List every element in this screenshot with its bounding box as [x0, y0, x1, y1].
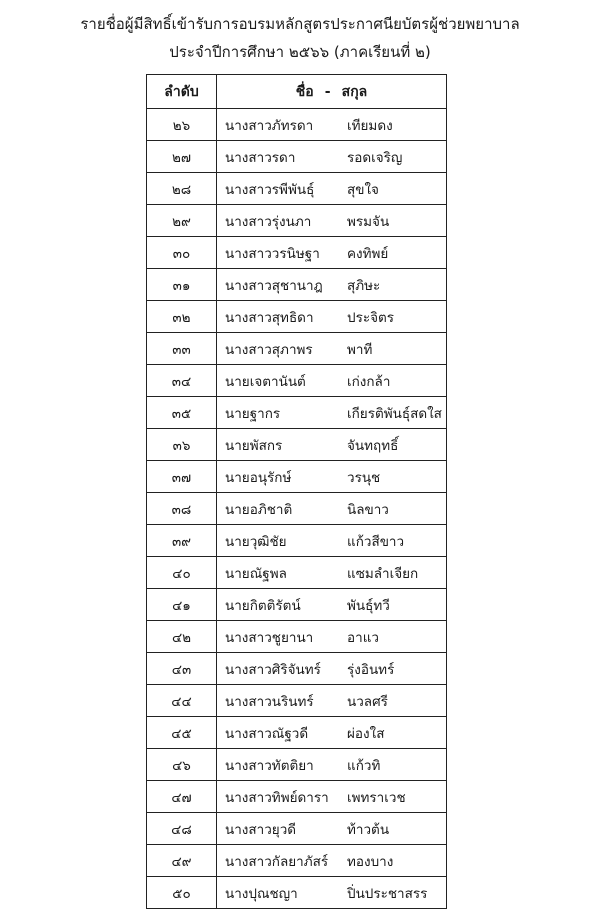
- row-full-name: [217, 461, 447, 493]
- last-name: นวลศรี: [347, 693, 388, 710]
- table-row: [147, 429, 447, 461]
- row-full-name: [217, 685, 447, 717]
- row-full-name: [217, 749, 447, 781]
- row-number: ๒๘: [147, 173, 217, 205]
- last-name: ประจิตร: [347, 309, 394, 326]
- row-number: ๓๑: [147, 269, 217, 301]
- table-row: [147, 557, 447, 589]
- table-row: [147, 749, 447, 781]
- last-name: แก้วทิ: [347, 757, 381, 774]
- last-name: จันทฤทธิ์: [347, 437, 399, 454]
- row-full-name: [217, 589, 447, 621]
- first-name: นายเจตานันต์: [225, 373, 306, 390]
- first-name: นายฐากร: [225, 405, 281, 422]
- last-name: อาแว: [347, 629, 379, 646]
- row-number: ๔๑: [147, 589, 217, 621]
- first-name: นางสาวยุวดี: [225, 821, 297, 838]
- first-name: นางสาวรพีพันธุ์: [225, 181, 315, 198]
- row-full-name: [217, 397, 447, 429]
- header-order: ลำดับ: [147, 75, 217, 109]
- document-subtitle: ประจำปีการศึกษา ๒๕๖๖ (ภาคเรียนที่ ๒): [169, 43, 431, 61]
- first-name: นายอภิชาติ: [225, 501, 293, 518]
- header-first-name: ชื่อ: [295, 83, 314, 100]
- table-row: [147, 717, 447, 749]
- table-row: [147, 493, 447, 525]
- last-name: คงทิพย์: [347, 245, 389, 262]
- row-full-name: [217, 845, 447, 877]
- table-row: [147, 237, 447, 269]
- roster-table: [146, 74, 447, 909]
- table-row: [147, 525, 447, 557]
- row-number: ๔๙: [147, 845, 217, 877]
- last-name: เทียมดง: [347, 117, 393, 134]
- row-full-name: [217, 141, 447, 173]
- row-full-name: [217, 781, 447, 813]
- row-full-name: [217, 205, 447, 237]
- last-name: ทองบาง: [347, 853, 394, 870]
- first-name: นางสาวรุ่งนภา: [225, 213, 312, 230]
- row-number: ๓๙: [147, 525, 217, 557]
- row-full-name: [217, 237, 447, 269]
- row-number: ๔๗: [147, 781, 217, 813]
- row-full-name: [217, 109, 447, 141]
- row-full-name: [217, 877, 447, 909]
- first-name: นางสาวทัตติยา: [225, 757, 314, 774]
- row-full-name: [217, 333, 447, 365]
- row-number: ๒๙: [147, 205, 217, 237]
- first-name: นางสาวชูยานา: [225, 629, 314, 646]
- table-row: [147, 269, 447, 301]
- row-number: ๓๐: [147, 237, 217, 269]
- first-name: นายกิตติรัตน์: [225, 597, 301, 614]
- table-header-row: [147, 75, 447, 109]
- table-row: [147, 109, 447, 141]
- table-row: [147, 461, 447, 493]
- table-row: [147, 653, 447, 685]
- first-name: นางสาววรนิษฐา: [225, 245, 320, 262]
- row-full-name: [217, 525, 447, 557]
- row-number: ๒๖: [147, 109, 217, 141]
- first-name: นางสาวภัทรดา: [225, 117, 314, 134]
- first-name: นางสาวสุภาพร: [225, 341, 313, 358]
- header-name: [217, 75, 447, 109]
- document-title: รายชื่อผู้มีสิทธิ์เข้ารับการอบรมหลักสูตรประกาศนียบัตรผู้ช่วยพยาบาล: [80, 15, 520, 33]
- row-number: ๔๖: [147, 749, 217, 781]
- row-number: ๓๘: [147, 493, 217, 525]
- first-name: นายณัฐพล: [225, 565, 287, 582]
- last-name: พรมจัน: [347, 213, 390, 230]
- row-number: ๓๕: [147, 397, 217, 429]
- last-name: ท้าวต้น: [347, 821, 390, 838]
- table-row: [147, 333, 447, 365]
- first-name: นางสาวกัลยาภัสร์: [225, 853, 329, 870]
- row-full-name: [217, 301, 447, 333]
- last-name: เก่งกล้า: [347, 373, 391, 390]
- row-full-name: [217, 717, 447, 749]
- row-number: ๓๒: [147, 301, 217, 333]
- last-name: พันธุ์ทวี: [347, 597, 390, 614]
- header-last-name: สกุล: [341, 83, 368, 100]
- table-row: [147, 301, 447, 333]
- table-row: [147, 173, 447, 205]
- row-number: ๔๐: [147, 557, 217, 589]
- row-number: ๒๗: [147, 141, 217, 173]
- table-row: [147, 205, 447, 237]
- first-name: นายอนุรักษ์: [225, 469, 292, 486]
- table-row: [147, 365, 447, 397]
- table-row: [147, 589, 447, 621]
- row-number: ๓๗: [147, 461, 217, 493]
- last-name: นิลขาว: [347, 501, 389, 518]
- row-number: ๓๔: [147, 365, 217, 397]
- row-number: ๓๓: [147, 333, 217, 365]
- last-name: สุขใจ: [347, 181, 379, 198]
- first-name: นางปุณชญา: [225, 885, 298, 902]
- table-row: [147, 845, 447, 877]
- row-full-name: [217, 653, 447, 685]
- first-name: นางสาวทิพย์ดารา: [225, 789, 329, 806]
- last-name: วรนุช: [347, 469, 381, 486]
- last-name: แซมลำเจียก: [347, 565, 419, 582]
- row-full-name: [217, 557, 447, 589]
- row-full-name: [217, 173, 447, 205]
- first-name: นางสาวณัฐวดี: [225, 725, 309, 742]
- table-row: [147, 813, 447, 845]
- last-name: พาที: [347, 341, 373, 358]
- row-number: ๔๕: [147, 717, 217, 749]
- last-name: รอดเจริญ: [347, 149, 403, 166]
- first-name: นางสาวสุทธิดา: [225, 309, 314, 326]
- row-full-name: [217, 365, 447, 397]
- row-full-name: [217, 493, 447, 525]
- last-name: สุภิษะ: [347, 277, 381, 294]
- table-row: [147, 621, 447, 653]
- first-name: นายวุฒิชัย: [225, 533, 287, 550]
- row-number: ๔๘: [147, 813, 217, 845]
- table-row: [147, 877, 447, 909]
- header-separator: -: [324, 83, 331, 100]
- last-name: แก้วสีขาว: [347, 533, 405, 550]
- first-name: นางสาวรดา: [225, 149, 296, 166]
- first-name: นางสาวศิริจันทร์: [225, 661, 321, 678]
- row-full-name: [217, 269, 447, 301]
- last-name: เกียรติพันธุ์สดใส: [347, 405, 442, 422]
- row-number: ๔๓: [147, 653, 217, 685]
- last-name: ปิ่นประชาสรร: [347, 885, 428, 902]
- last-name: ผ่องใส: [347, 725, 385, 742]
- row-number: ๓๖: [147, 429, 217, 461]
- row-number: ๔๔: [147, 685, 217, 717]
- last-name: รุ่งอินทร์: [347, 661, 395, 678]
- table-row: [147, 397, 447, 429]
- first-name: นายพัสกร: [225, 437, 283, 454]
- first-name: นางสาวนรินทร์: [225, 693, 314, 710]
- table-row: [147, 781, 447, 813]
- row-full-name: [217, 621, 447, 653]
- first-name: นางสาวสุชานาฎ: [225, 277, 323, 294]
- table-row: [147, 141, 447, 173]
- table-row: [147, 685, 447, 717]
- row-number: ๕๐: [147, 877, 217, 909]
- row-full-name: [217, 429, 447, 461]
- last-name: เพทราเวช: [347, 789, 406, 806]
- row-number: ๔๒: [147, 621, 217, 653]
- row-full-name: [217, 813, 447, 845]
